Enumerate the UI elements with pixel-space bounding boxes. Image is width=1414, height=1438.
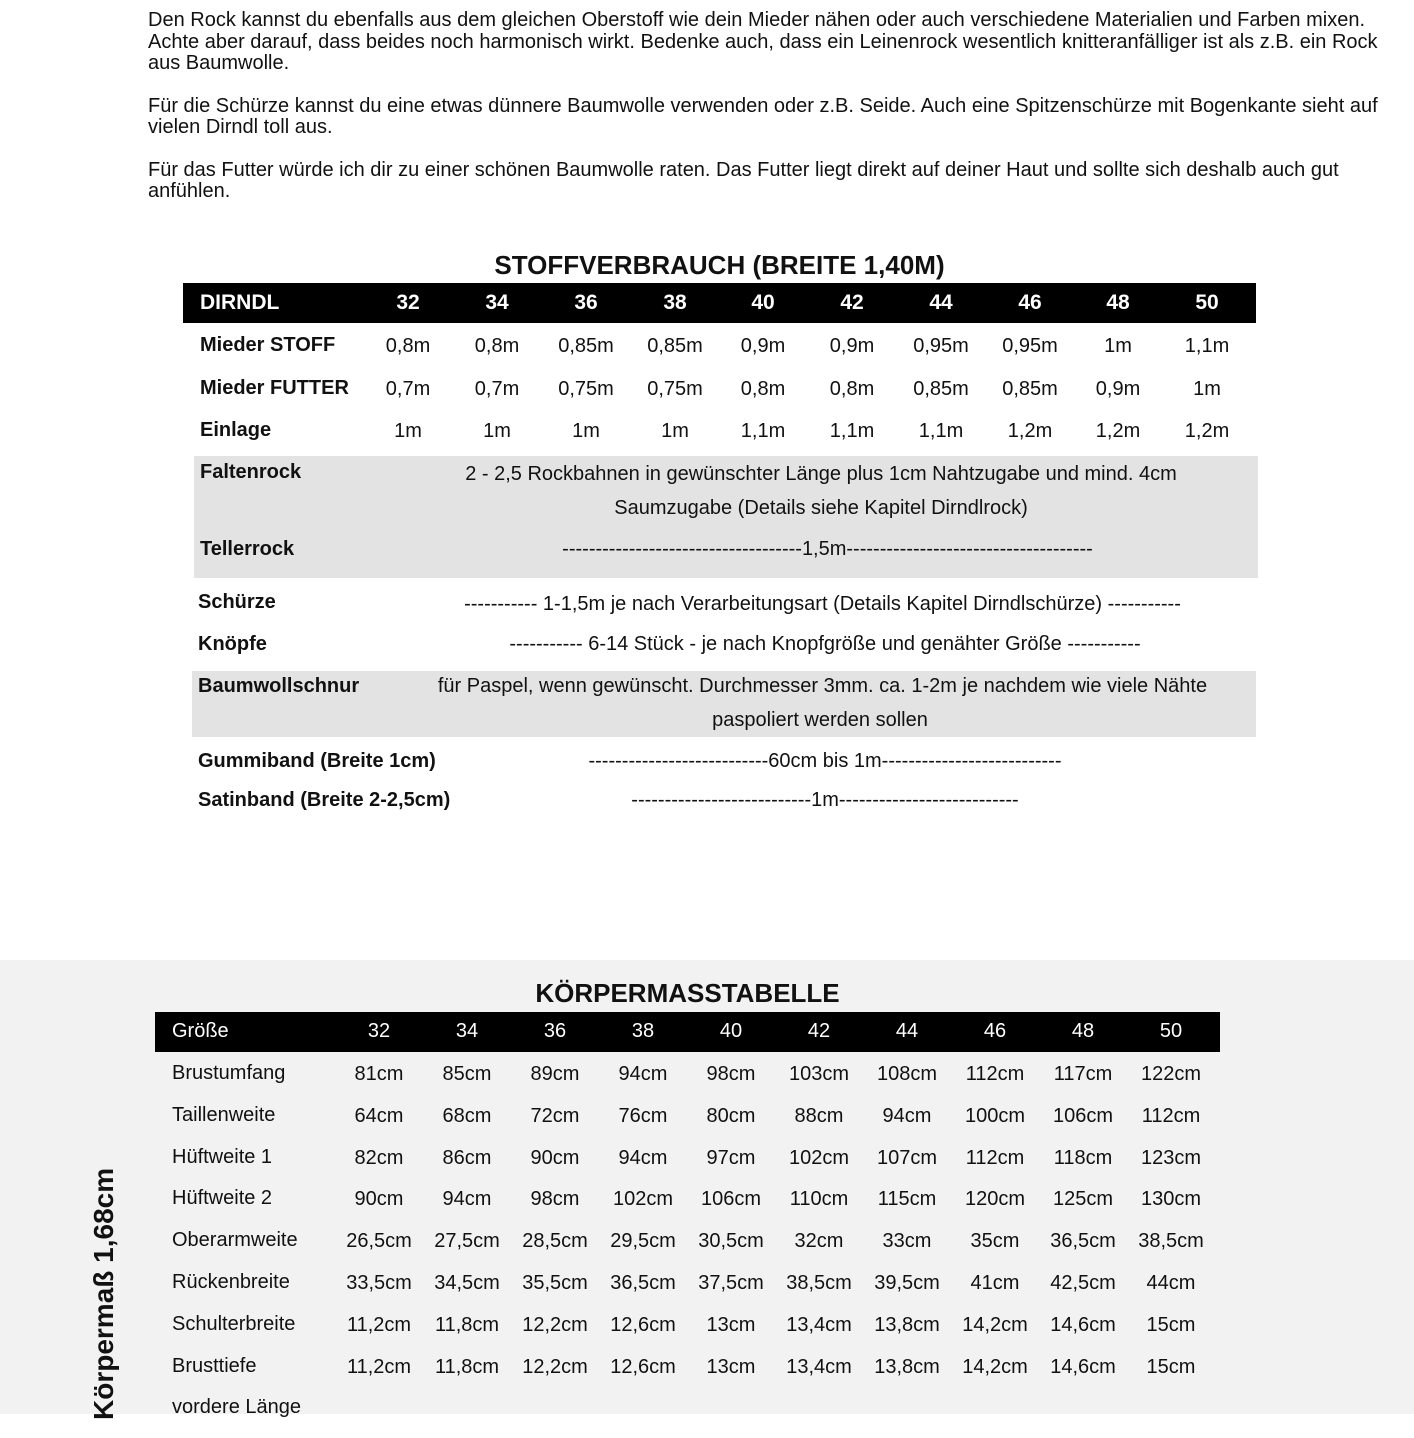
table-cell: 0,8m — [829, 377, 875, 400]
table-cell: 26,5cm — [346, 1230, 412, 1253]
table-cell: 82cm — [354, 1146, 404, 1169]
table-cell: 68cm — [442, 1104, 492, 1127]
table-cell: 122cm — [1140, 1063, 1202, 1085]
table-cell: 1m — [1104, 335, 1132, 357]
table-cell: 11,8cm — [434, 1355, 500, 1378]
table-cell: 12,6cm — [610, 1313, 676, 1336]
table-cell: 108cm — [876, 1063, 938, 1085]
faltenrock-label: Faltenrock — [200, 461, 302, 483]
table-cell: 13,8cm — [874, 1313, 940, 1336]
row-label: Rückenbreite — [172, 1271, 290, 1293]
body-row — [155, 1313, 1220, 1355]
size-header-34: 34 — [455, 1020, 479, 1042]
table-cell: 72cm — [530, 1104, 580, 1127]
size-header-48: 48 — [1071, 1020, 1095, 1042]
header-label: DIRNDL — [200, 291, 280, 314]
tellerrock-label: Tellerrock — [200, 538, 295, 560]
table-cell: 32cm — [794, 1230, 844, 1253]
table-cell: 97cm — [706, 1146, 756, 1169]
table-cell: 80cm — [706, 1104, 756, 1127]
table-cell: 106cm — [1052, 1104, 1114, 1127]
fabric-row — [183, 334, 1256, 376]
table-cell: 130cm — [1140, 1188, 1202, 1211]
table-cell: 120cm — [964, 1188, 1026, 1211]
intro-paragraph: Für das Futter würde ich dir zu einer schönen Baumwolle raten. Das Futter liegt direkt auf deiner Haut und sollte sich deshalb auch gut anfühlen. — [148, 158, 1339, 202]
size-header-38: 38 — [663, 291, 687, 314]
table-cell: 115cm — [877, 1188, 937, 1211]
size-header-50: 50 — [1159, 1020, 1183, 1042]
table-cell: 0,85m — [558, 335, 614, 357]
table-cell: 13,4cm — [786, 1313, 852, 1336]
table-cell: 102cm — [788, 1146, 850, 1169]
table-cell: 42,5cm — [1050, 1272, 1116, 1294]
size-header-48: 48 — [1106, 291, 1130, 314]
gummiband-value: ---------------------------60cm bis 1m--------------------------- — [588, 750, 1062, 772]
table-cell: 112cm — [965, 1146, 1025, 1169]
size-header-34: 34 — [485, 291, 509, 314]
table-cell: 13,4cm — [786, 1355, 852, 1378]
table-cell: 36,5cm — [1050, 1230, 1116, 1253]
table-cell: 107cm — [876, 1146, 938, 1169]
row-label: Mieder FUTTER — [200, 376, 349, 399]
row-label: Hüftweite 1 — [172, 1145, 273, 1168]
satinband-label: Satinband (Breite 2-2,5cm) — [198, 789, 451, 811]
knoepfe-value: ----------- 6-14 Stück - je nach Knopfgröße und genähter Größe ----------- — [509, 633, 1141, 655]
table-cell: 35,5cm — [522, 1272, 588, 1294]
table-cell: 0,8m — [474, 335, 520, 357]
header-label: Größe — [172, 1020, 229, 1042]
table-cell: 44cm — [1146, 1272, 1196, 1294]
table-cell: 0,7m — [474, 377, 520, 400]
row-label: Mieder STOFF — [200, 334, 336, 356]
table-cell: 125cm — [1052, 1188, 1114, 1211]
row-label: vordere Länge — [172, 1396, 301, 1419]
body-row — [155, 1396, 1220, 1438]
table-cell: 14,6cm — [1050, 1313, 1116, 1336]
table-cell: 117cm — [1053, 1063, 1113, 1085]
table-cell: 0,85m — [1002, 377, 1058, 400]
body-row — [155, 1062, 1220, 1104]
table-cell: 0,75m — [647, 377, 703, 400]
table-cell: 1,1m — [1184, 335, 1230, 357]
table-cell: 1m — [661, 420, 689, 442]
size-header-36: 36 — [574, 291, 598, 314]
gummiband-label: Gummiband (Breite 1cm) — [198, 750, 436, 772]
size-header-44: 44 — [895, 1020, 919, 1042]
row-label: Brusttiefe — [172, 1354, 257, 1377]
body-row — [155, 1187, 1220, 1229]
table-cell: 94cm — [618, 1063, 668, 1085]
table-cell: 0,85m — [647, 335, 703, 357]
table-cell: 0,75m — [558, 377, 614, 400]
table-cell: 85cm — [442, 1063, 492, 1085]
size-header-38: 38 — [631, 1020, 655, 1042]
table-cell: 15cm — [1146, 1313, 1196, 1336]
table-cell: 1,1m — [918, 420, 964, 442]
knoepfe-label: Knöpfe — [198, 633, 267, 655]
table-cell: 100cm — [964, 1104, 1026, 1127]
table-cell: 102cm — [612, 1188, 674, 1211]
table-cell: 14,2cm — [962, 1313, 1028, 1336]
table-cell: 1m — [483, 420, 511, 442]
table-cell: 15cm — [1146, 1355, 1196, 1378]
table-cell: 90cm — [530, 1146, 580, 1169]
table-cell: 81cm — [354, 1063, 404, 1085]
row-label: Taillenweite — [172, 1103, 276, 1126]
intro-text — [148, 10, 1378, 224]
table-cell: 12,2cm — [522, 1355, 588, 1378]
table-cell: 98cm — [706, 1063, 756, 1085]
baumwollschnur-value-line2: paspoliert werden sollen — [712, 709, 928, 731]
body-table-header — [155, 1012, 1220, 1052]
table-cell: 11,2cm — [346, 1355, 412, 1378]
table-cell: 30,5cm — [698, 1230, 764, 1253]
fabric-row — [183, 419, 1256, 461]
body-row — [155, 1229, 1220, 1271]
table-cell: 1m — [1193, 377, 1221, 400]
intro-paragraph: Für die Schürze kannst du eine etwas dünnere Baumwolle verwenden oder z.B. Seide. Auch eine Spitzenschürze mit Bogenkante sieht auf vielen Dirndl toll aus. — [148, 94, 1378, 138]
table-cell: 14,2cm — [962, 1355, 1028, 1378]
baumwollschnur-label: Baumwollschnur — [198, 675, 360, 697]
body-row — [155, 1104, 1220, 1146]
table-cell: 37,5cm — [698, 1272, 764, 1294]
schuerze-label: Schürze — [198, 591, 276, 613]
table-cell: 12,6cm — [610, 1355, 676, 1378]
row-label: Einlage — [200, 419, 272, 441]
size-header-40: 40 — [751, 291, 775, 314]
table-cell: 14,6cm — [1050, 1355, 1116, 1378]
table-cell: 123cm — [1140, 1146, 1202, 1169]
size-header-46: 46 — [983, 1020, 1007, 1042]
table-cell: 38,5cm — [786, 1272, 852, 1294]
table-cell: 1,2m — [1184, 420, 1230, 442]
body-row — [155, 1355, 1220, 1397]
table-cell: 110cm — [789, 1188, 849, 1211]
table-cell: 27,5cm — [434, 1230, 500, 1253]
table-cell: 0,85m — [913, 377, 969, 400]
size-header-32: 32 — [367, 1020, 391, 1042]
tellerrock-value: ------------------------------------1,5m------------------------------------- — [562, 538, 1093, 560]
table-cell: 13cm — [706, 1313, 756, 1336]
table-cell: 1,1m — [740, 420, 786, 442]
row-label: Brustumfang — [172, 1062, 286, 1084]
table-cell: 89cm — [530, 1063, 580, 1085]
body-height-label: Körpermaß 1,68cm — [88, 1167, 119, 1420]
table-cell: 90cm — [354, 1188, 404, 1211]
faltenrock-value-line1: 2 - 2,5 Rockbahnen in gewünschter Länge plus 1cm Nahtzugabe und mind. 4cm — [465, 463, 1177, 485]
table-cell: 98cm — [530, 1188, 580, 1211]
table-cell: 1m — [572, 420, 600, 442]
table-cell: 33,5cm — [346, 1272, 412, 1294]
table-cell: 94cm — [882, 1104, 932, 1127]
table-cell: 94cm — [442, 1188, 492, 1211]
size-header-40: 40 — [719, 1020, 743, 1042]
fabric-table-title: STOFFVERBRAUCH (BREITE 1,40M) — [494, 250, 945, 280]
fabric-row — [183, 377, 1256, 419]
table-cell: 0,95m — [1002, 335, 1058, 357]
table-cell: 88cm — [794, 1104, 844, 1127]
table-cell: 0,7m — [385, 377, 431, 400]
table-cell: 36,5cm — [610, 1272, 676, 1294]
table-cell: 11,2cm — [346, 1313, 412, 1336]
table-cell: 12,2cm — [522, 1313, 588, 1336]
size-header-46: 46 — [1018, 291, 1042, 314]
body-row — [155, 1271, 1220, 1313]
table-cell: 94cm — [618, 1146, 668, 1169]
table-cell: 0,95m — [913, 335, 969, 357]
table-cell: 28,5cm — [522, 1230, 588, 1253]
table-cell: 0,9m — [829, 335, 875, 357]
size-header-32: 32 — [396, 291, 420, 314]
fabric-table-header — [183, 283, 1256, 323]
table-cell: 41cm — [970, 1272, 1020, 1294]
table-cell: 1,2m — [1007, 420, 1053, 442]
table-cell: 39,5cm — [874, 1272, 940, 1294]
size-header-42: 42 — [807, 1020, 831, 1042]
row-label: Hüftweite 2 — [172, 1187, 273, 1210]
table-cell: 0,8m — [740, 377, 786, 400]
row-label: Oberarmweite — [172, 1229, 298, 1252]
table-cell: 29,5cm — [610, 1230, 676, 1253]
table-cell: 38,5cm — [1138, 1230, 1204, 1253]
size-header-36: 36 — [543, 1020, 567, 1042]
size-header-50: 50 — [1195, 291, 1219, 314]
table-cell: 1,1m — [829, 420, 875, 442]
table-cell: 34,5cm — [434, 1272, 500, 1294]
size-header-44: 44 — [929, 291, 953, 314]
size-header-42: 42 — [840, 291, 864, 314]
table-cell: 112cm — [965, 1063, 1025, 1085]
table-cell: 0,8m — [385, 335, 431, 357]
table-cell: 0,9m — [740, 335, 786, 357]
table-cell: 33cm — [882, 1230, 932, 1253]
baumwollschnur-value-line1: für Paspel, wenn gewünscht. Durchmesser 3mm. ca. 1-2m je nachdem wie viele Nähte — [437, 675, 1208, 697]
table-cell: 0,9m — [1095, 377, 1141, 400]
table-cell: 11,8cm — [434, 1313, 500, 1336]
table-cell: 35cm — [970, 1230, 1020, 1253]
table-cell: 1m — [394, 420, 422, 442]
row-label: Schulterbreite — [172, 1312, 296, 1335]
table-cell: 112cm — [1141, 1104, 1201, 1127]
table-cell: 13,8cm — [874, 1355, 940, 1378]
table-cell: 64cm — [354, 1104, 404, 1127]
table-cell: 118cm — [1053, 1146, 1113, 1169]
intro-paragraph: Den Rock kannst du ebenfalls aus dem gleichen Oberstoff wie dein Mieder nähen oder auch verschiedene Materialien und Farben mixen. Achte aber darauf, dass beides noch harmonisch wirkt. Bedenke auch, dass ein Leinenrock wesentlich knitteranfälliger ist als z.B. ein Rock aus Baumwolle. — [148, 9, 1378, 74]
schuerze-value: ----------- 1-1,5m je nach Verarbeitungsart (Details Kapitel Dirndlschürze) ----------- — [464, 593, 1181, 615]
table-cell: 106cm — [700, 1188, 762, 1211]
table-cell: 103cm — [788, 1063, 850, 1085]
table-cell: 13cm — [706, 1355, 756, 1378]
table-cell: 76cm — [618, 1104, 668, 1127]
body-table-title: KÖRPERMASSTABELLE — [535, 978, 840, 1008]
satinband-value: ---------------------------1m--------------------------- — [631, 789, 1019, 811]
faltenrock-value-line2: Saumzugabe (Details siehe Kapitel Dirndlrock) — [614, 497, 1028, 519]
table-cell: 1,2m — [1095, 420, 1141, 442]
table-cell: 86cm — [442, 1146, 492, 1169]
body-row — [155, 1146, 1220, 1188]
